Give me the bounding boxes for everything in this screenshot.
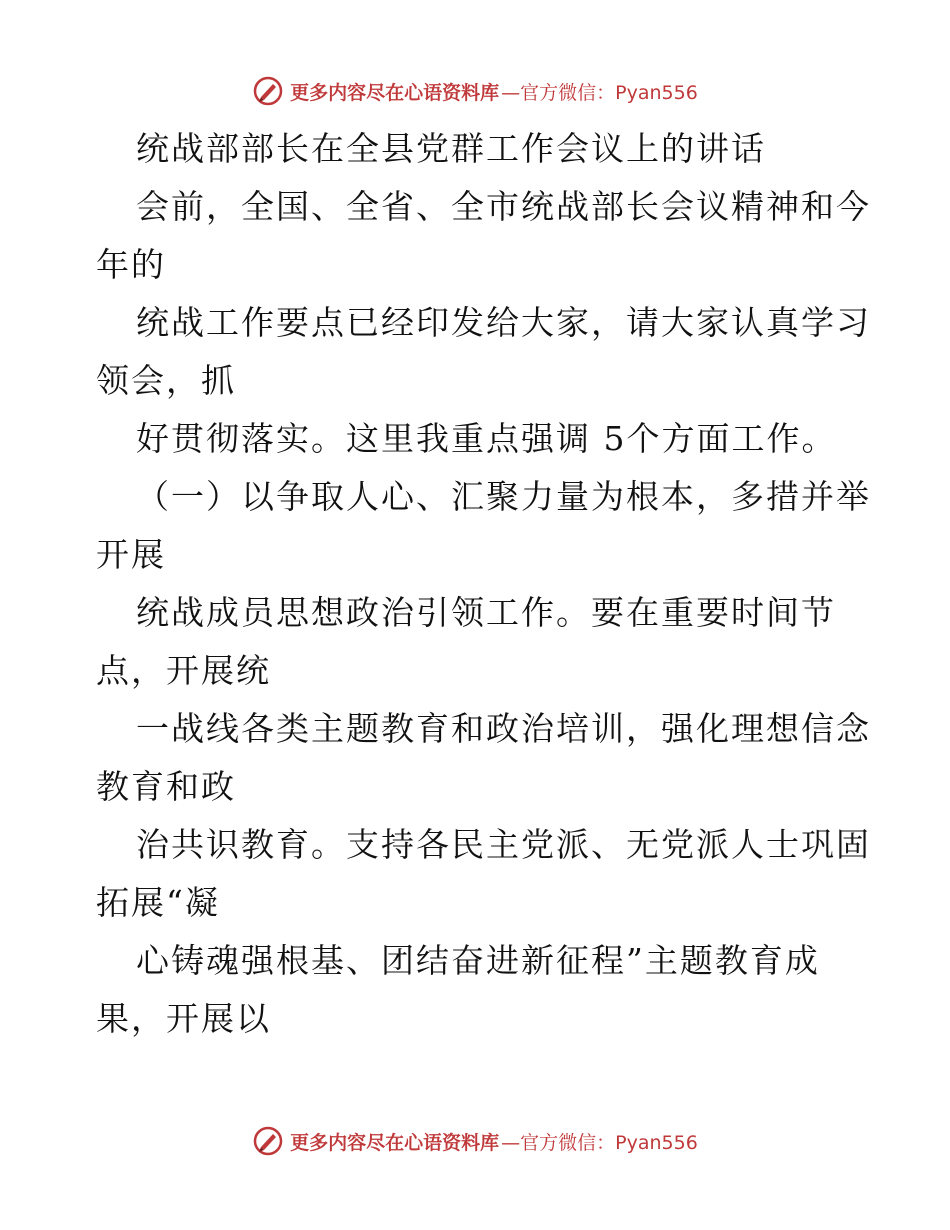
- banner-prefix-text: 更多内容尽在心语资料库: [290, 1131, 500, 1154]
- text-line: 统战工作要点已经印发给大家，请大家认真学习: [136, 303, 871, 342]
- document-body: [96, 120, 871, 1048]
- text-line: 拓展“凝: [96, 883, 220, 922]
- footer-banner: [0, 1124, 950, 1158]
- text-line: 领会，抓: [96, 361, 236, 400]
- text-line: 治共识教育。支持各民主党派、无党派人士巩固: [136, 825, 871, 864]
- text-line: 一战线各类主题教育和政治培训，强化理想信念: [136, 709, 871, 748]
- text-line: 年的: [96, 245, 166, 284]
- banner-contact-text: —官方微信：Pyan556: [501, 81, 698, 104]
- section-heading-line: （一）以争取人心、汇聚力量为根本，多措并举: [136, 477, 871, 516]
- text-line: 统战成员思想政治引领工作。要在重要时间节: [136, 593, 836, 632]
- banner-prefix-text: 更多内容尽在心语资料库: [290, 81, 500, 104]
- text-line: 心铸魂强根基、团结奋进新征程”主题教育成: [136, 941, 820, 980]
- text-line: 好贯彻落实。这里我重点强调 5个方面工作。: [136, 419, 837, 458]
- text-line: 教育和政: [96, 767, 236, 806]
- text-line: 开展: [96, 535, 166, 574]
- text-line: 会前，全国、全省、全市统战部长会议精神和今: [136, 187, 871, 226]
- text-line: 果，开展以: [96, 999, 271, 1038]
- pen-logo-icon: [252, 1125, 284, 1157]
- banner-contact-text: —官方微信：Pyan556: [501, 1131, 698, 1154]
- pen-logo-icon: [252, 75, 284, 107]
- text-line: 点，开展统: [96, 651, 271, 690]
- document-title: 统战部部长在全县党群工作会议上的讲话: [136, 129, 766, 168]
- header-banner: [0, 74, 950, 108]
